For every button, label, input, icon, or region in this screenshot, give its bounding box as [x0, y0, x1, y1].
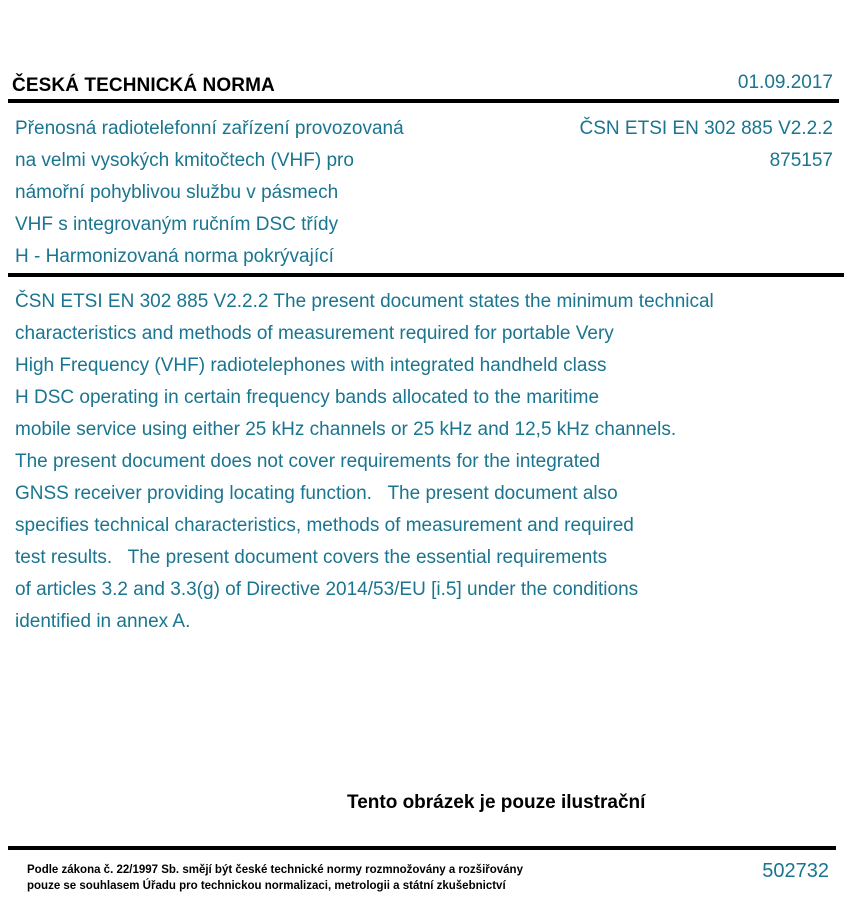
- abstract-line: identified in annex A.: [15, 611, 191, 632]
- footer-divider: [8, 846, 836, 850]
- standard-title-line: VHF s integrovaným ručním DSC třídy: [15, 214, 339, 235]
- abstract-line: of articles 3.2 and 3.3(g) of Directive 2014/53/EU [i.5] under the conditions: [15, 579, 639, 600]
- abstract-line: mobile service using either 25 kHz channels or 25 kHz and 12,5 kHz channels.: [15, 419, 677, 440]
- standard-code: ČSN ETSI EN 302 885 V2.2.2: [579, 118, 833, 139]
- standard-title: [15, 113, 485, 273]
- abstract-line: GNSS receiver providing locating function. The present document also: [15, 483, 618, 504]
- header-divider: [8, 99, 839, 103]
- title-divider: [8, 273, 844, 277]
- abstract-line: specifies technical characteristics, methods of measurement and required: [15, 515, 634, 536]
- abstract: [15, 286, 845, 638]
- abstract-line: H DSC operating in certain frequency bands allocated to the maritime: [15, 387, 600, 408]
- abstract-line: characteristics and methods of measurement required for portable Very: [15, 323, 614, 344]
- publication-date: 01.09.2017: [737, 72, 833, 93]
- standard-title-line: H - Harmonizovaná norma pokrývající: [15, 246, 334, 267]
- class-number: 875157: [769, 150, 833, 171]
- standard-title-line: na velmi vysokých kmitočtech (VHF) pro: [15, 150, 354, 171]
- abstract-line: The present document does not cover requirements for the integrated: [15, 451, 601, 472]
- page-title: ČESKÁ TECHNICKÁ NORMA: [12, 75, 275, 96]
- standard-title-line: námořní pohyblivou službu v pásmech: [15, 182, 339, 203]
- legal-notice: [27, 862, 523, 894]
- legal-notice-line: pouze se souhlasem Úřadu pro technickou normalizaci, metrologii a státní zkušebnictví: [27, 880, 506, 892]
- abstract-line: ČSN ETSI EN 302 885 V2.2.2 The present document states the minimum technical: [15, 291, 714, 312]
- abstract-line: test results. The present document covers the essential requirements: [15, 547, 608, 568]
- illustration-note: Tento obrázek je pouze ilustrační: [347, 792, 646, 813]
- standard-identifiers: [580, 113, 833, 177]
- standard-title-line: Přenosná radiotelefonní zařízení provozovaná: [15, 118, 404, 139]
- abstract-line: High Frequency (VHF) radiotelephones with integrated handheld class: [15, 355, 607, 376]
- document-number: 502732: [762, 860, 829, 882]
- legal-notice-line: Podle zákona č. 22/1997 Sb. smějí být české technické normy rozmnožovány a rozšiřovány: [27, 864, 523, 876]
